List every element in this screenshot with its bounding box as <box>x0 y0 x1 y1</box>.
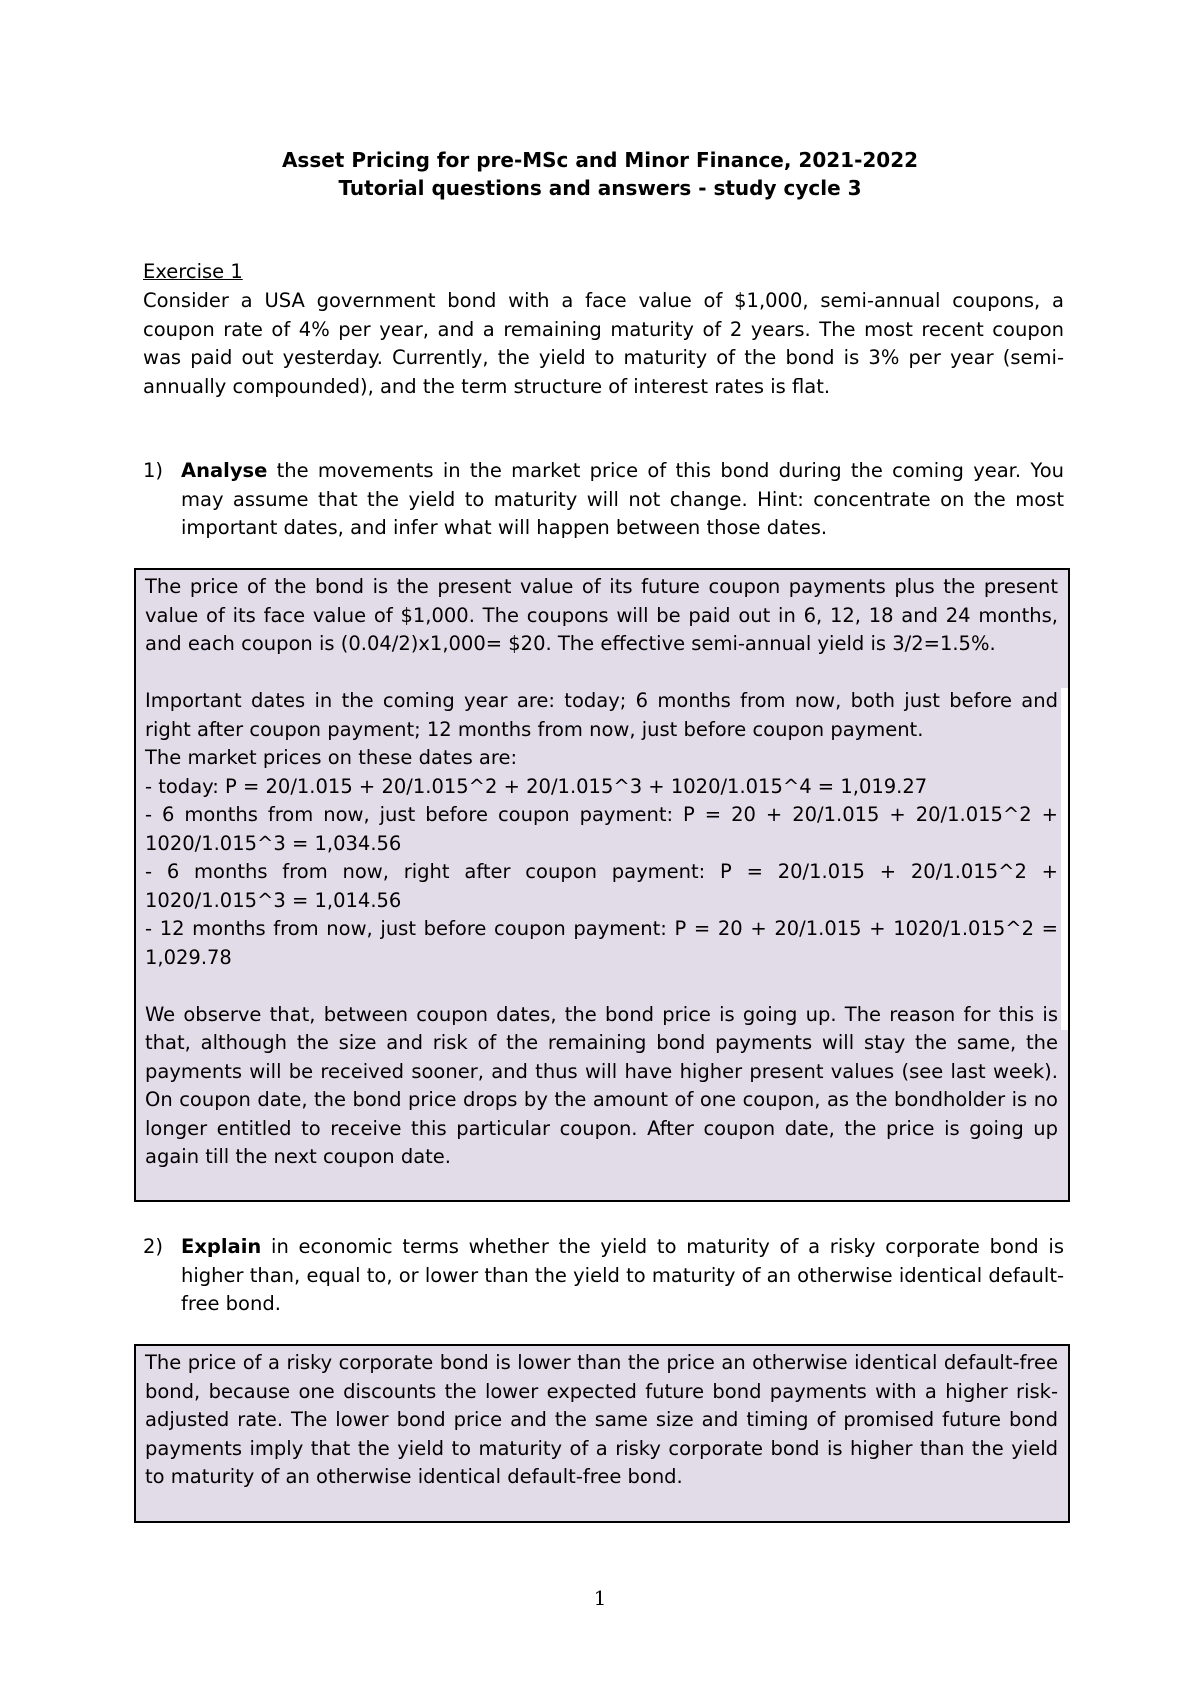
answer-paragraph: The price of a risky corporate bond is lower than the price an otherwise identical default-free bond, because one discounts the lower expected future bond payments with a higher risk-adjusted rate. The lower bond price and the same size and timing of promised future bond payments imply that the yield to maturity of a risky corporate bond is higher than the yield to maturity of an otherwise identical default-free bond. <box>145 1351 1058 1488</box>
exercise-title: Exercise 1 <box>143 260 243 283</box>
answer-line: The market prices on these dates are: <box>145 746 518 769</box>
answer-line: - 6 months from now, just before coupon payment: P = 20 + 20/1.015 + 20/1.015^2 + 1020/1.015^3 = 1,034.56 <box>145 803 1058 855</box>
exercise-intro: Consider a USA government bond with a face value of $1,000, semi-annual coupons, a coupon rate of 4% per year, and a remaining maturity of 2 years. The most recent coupon was paid out yesterday. Currently, the yield to maturity of the bond is 3% per year (semi-annually compounded), and the term structure of interest rates is flat. <box>143 289 1064 398</box>
title-line-1: Asset Pricing for pre-MSc and Minor Finance, 2021-2022 <box>281 148 919 172</box>
answer-box-1 <box>134 568 1070 1202</box>
question-1 <box>143 457 1064 543</box>
answer-line: - 6 months from now, right after coupon payment: P = 20/1.015 + 20/1.015^2 + 1020/1.015^3 = 1,014.56 <box>145 860 1058 912</box>
answer-line: - 12 months from now, just before coupon payment: P = 20 + 20/1.015 + 1020/1.015^2 = 1,029.78 <box>145 917 1058 969</box>
page-number: 1 <box>593 1586 607 1610</box>
document-title <box>0 146 1200 202</box>
question-number: 1) <box>143 459 164 482</box>
answer-line: - today: P = 20/1.015 + 20/1.015^2 + 20/1.015^3 + 1020/1.015^4 = 1,019.27 <box>145 774 928 798</box>
answer-line: Important dates in the coming year are: today; 6 months from now, both just before and right after coupon payment; 12 months from now, just before coupon payment. <box>145 689 1058 741</box>
question-keyword: Explain <box>181 1235 262 1258</box>
title-line-2: Tutorial questions and answers - study cycle 3 <box>338 176 862 200</box>
question-number: 2) <box>143 1235 164 1258</box>
answer-paragraph: The price of the bond is the present value of its future coupon payments plus the present value of its face value of $1,000. The coupons will be paid out in 6, 12, 18 and 24 months, and each coupon is (0.04/2)x1,000= $20. The effective semi-annual yield is 3/2=1.5%. <box>145 575 1058 655</box>
question-text: the movements in the market price of this bond during the coming year. You may assume that the yield to maturity will not change. Hint: concentrate on the most important dates, and infer what will happen between those dates. <box>181 459 1064 539</box>
question-2 <box>143 1233 1064 1319</box>
question-keyword: Analyse <box>181 459 268 482</box>
answer-box-2 <box>134 1344 1070 1523</box>
answer-paragraph: We observe that, between coupon dates, the bond price is going up. The reason for this is that, although the size and risk of the remaining bond payments will stay the same, the payments will be received sooner, and thus will have higher present values (see last week). On coupon date, the bond price drops by the amount of one coupon, as the bondholder is no longer entitled to receive this particular coupon. After coupon date, the price is going up again till the next coupon date. <box>145 1002 1058 1168</box>
question-text: in economic terms whether the yield to maturity of a risky corporate bond is higher than, equal to, or lower than the yield to maturity of an otherwise identical default-free bond. <box>181 1235 1064 1315</box>
